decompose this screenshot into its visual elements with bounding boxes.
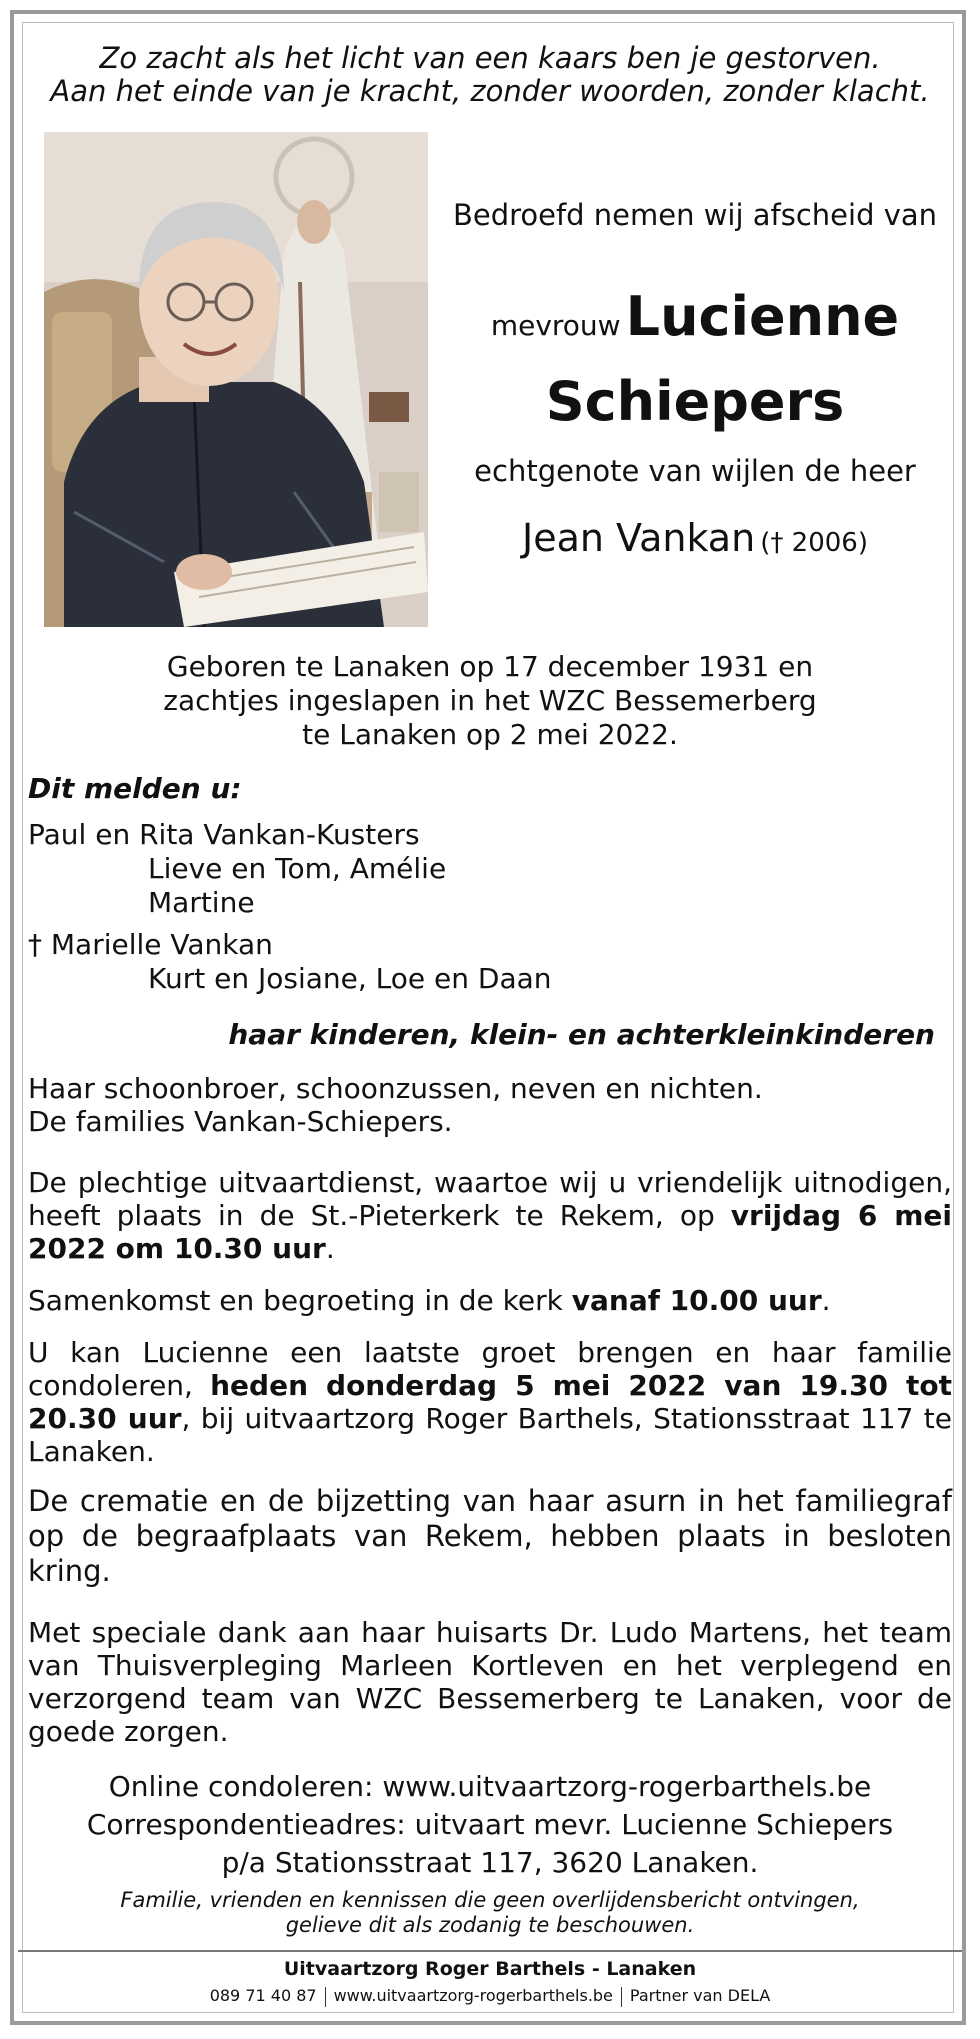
- deceased-name-line-1: [435, 285, 955, 348]
- visit-time: heden donderdag 5 mei 2022 van 19.30 tot 20.30 uur: [28, 1369, 952, 1435]
- birth-line-1: Geboren te Lanaken op 17 december 1931 en: [166, 650, 814, 683]
- birth-line-2: zachtjes ingeslapen in het WZC Bessemerberg: [163, 684, 817, 717]
- footer-website[interactable]: www.uitvaartzorg-rogerbarthels.be: [333, 1986, 613, 2005]
- birth-line-3: te Lanaken op 2 mei 2022.: [302, 718, 678, 751]
- footer-phone: 089 71 40 87: [209, 1986, 317, 2005]
- notice-note: [0, 1888, 980, 1938]
- footer-partner: Partner van DELA: [629, 1986, 771, 2005]
- gathering-time: vanaf 10.00 uur: [571, 1284, 822, 1317]
- visit-paragraph: [28, 1336, 952, 1468]
- thanks-paragraph: Met speciale dank aan haar huisarts Dr. Ludo Martens, het team van Thuisverpleging Marleen Kortleven en het verplegend en verzorgend team van WZC Bessemerberg te Lanaken, voor de goede zorgen.: [28, 1616, 952, 1748]
- note-line-2: gelieve dit als zodanig te beschouwen.: [285, 1913, 695, 1937]
- honorific: mevrouw: [490, 309, 621, 342]
- cremation-paragraph: De crematie en de bijzetting van haar asurn in het familiegraf op de begraafplaats van Rekem, hebben plaats in besloten kring.: [28, 1484, 952, 1588]
- service-paragraph: [28, 1166, 952, 1265]
- footer-divider: [18, 1950, 962, 1952]
- service-date-end: .: [325, 1232, 335, 1265]
- online-condolences: Online condoleren: www.uitvaartzorg-rogerbarthels.be: [108, 1770, 872, 1803]
- quote-line-2: Aan het einde van je kracht, zonder woorden, zonder klacht.: [50, 74, 930, 108]
- visit-text-start: U kan Lucienne een laatste groet brengen en haar familie condoleren,: [28, 1336, 952, 1402]
- others-line-2: De families Vankan-Schiepers.: [28, 1105, 453, 1138]
- portrait-photo: [44, 132, 428, 627]
- service-date: vrijdag 6 mei 2022 om 10.30 uur: [28, 1199, 952, 1265]
- correspondence-address: Correspondentieadres: uitvaart mevr. Lucienne Schiepers: [86, 1808, 894, 1841]
- others-line-1: Haar schoonbroer, schoonzussen, neven en nichten.: [28, 1072, 763, 1105]
- last-name: Schiepers: [545, 370, 845, 433]
- family-closing: haar kinderen, klein- en achterkleinkinderen: [228, 1018, 935, 1051]
- family-list: [28, 818, 552, 996]
- family-member: Kurt en Josiane, Loe en Daan: [148, 962, 552, 995]
- quote-line-1: Zo zacht als het licht van een kaars ben je gestorven.: [99, 41, 881, 75]
- other-relatives: [28, 1072, 763, 1138]
- footer-contact-line: [0, 1986, 980, 2007]
- birth-death-info: [0, 650, 980, 752]
- first-name: Lucienne: [625, 285, 900, 348]
- family-member: † Marielle Vankan: [28, 928, 273, 961]
- intro-text: Bedroefd nemen wij afscheid van: [452, 198, 938, 232]
- correspondence-address-line-2: p/a Stationsstraat 117, 3620 Lanaken.: [221, 1846, 759, 1879]
- visit-text-end: , bij uitvaartzorg Roger Barthels, Stationsstraat 117 te Lanaken.: [28, 1402, 952, 1468]
- footer-separator: [325, 1987, 326, 2007]
- family-member: Martine: [148, 886, 255, 919]
- spouse-name: Jean Vankan: [522, 516, 756, 560]
- footer-separator: [621, 1987, 622, 2007]
- family-member: Lieve en Tom, Amélie: [148, 852, 447, 885]
- family-heading: Dit melden u:: [28, 772, 242, 805]
- opening-quote: [0, 42, 980, 108]
- gathering-text: Samenkomst en begroeting in de kerk: [28, 1284, 563, 1317]
- spouse-death-year: († 2006): [760, 528, 868, 558]
- service-text: De plechtige uitvaartdienst, waartoe wij u vriendelijk uitnodigen, heeft plaats in de St.-Pieterkerk te Rekem, op: [28, 1166, 952, 1232]
- funeral-home-name: Uitvaartzorg Roger Barthels - Lanaken: [283, 1958, 697, 1980]
- note-line-1: Familie, vrienden en kennissen die geen overlijdensbericht ontvingen,: [120, 1888, 860, 1912]
- spouse-line: [435, 516, 955, 560]
- contact-block: [0, 1768, 980, 1882]
- spouse-intro: echtgenote van wijlen de heer: [474, 454, 916, 488]
- gathering-paragraph: [28, 1284, 831, 1317]
- gathering-end: .: [821, 1284, 831, 1317]
- family-member: Paul en Rita Vankan-Kusters: [28, 818, 420, 851]
